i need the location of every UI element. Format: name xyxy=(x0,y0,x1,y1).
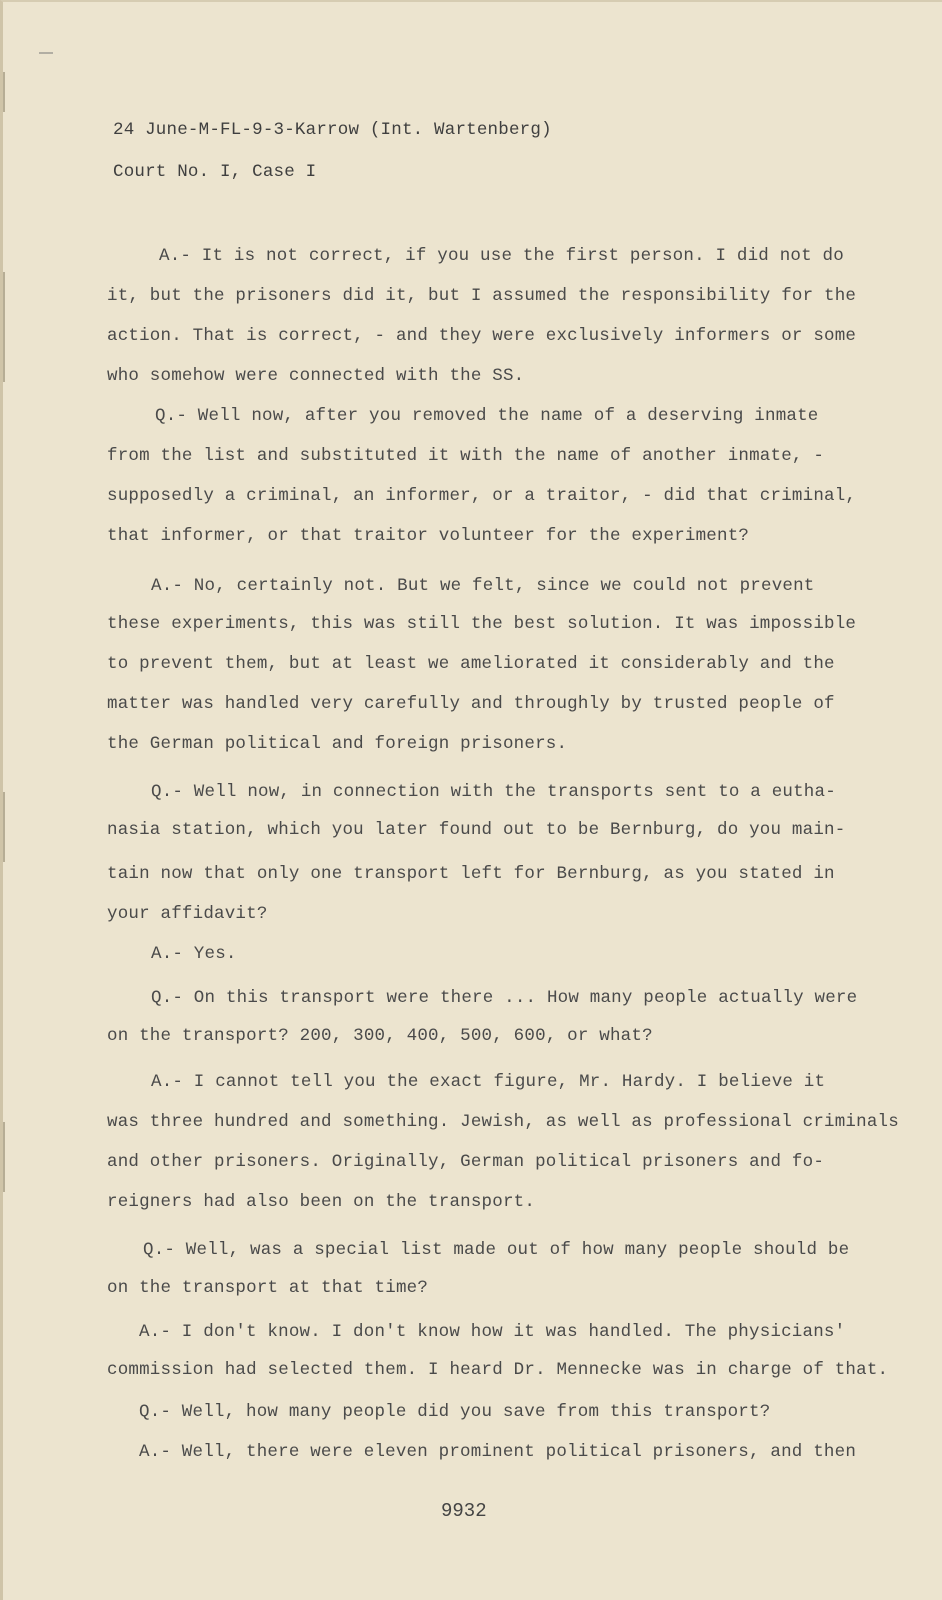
transcript-line: on the transport at that time? xyxy=(107,1278,429,1298)
header-court: Court No. I, Case I xyxy=(113,162,317,182)
binding-edge-mark xyxy=(3,72,5,112)
transcript-line: supposedly a criminal, an informer, or a traitor, - did that criminal, xyxy=(107,486,857,506)
transcript-line: A.- I don't know. I don't know how it was handled. The physicians' xyxy=(139,1322,846,1342)
transcript-line: matter was handled very carefully and throughly by trusted people of xyxy=(107,694,835,714)
transcript-line: from the list and substituted it with the name of another inmate, - xyxy=(107,446,825,466)
binding-edge-mark xyxy=(3,1122,5,1192)
transcript-line: A.- It is not correct, if you use the first person. I did not do xyxy=(159,246,844,266)
transcript-line: the German political and foreign prisoners. xyxy=(107,734,568,754)
transcript-line: A.- No, certainly not. But we felt, since we could not prevent xyxy=(151,576,815,596)
transcript-line: Q.- On this transport were there ... How many people actually were xyxy=(151,988,858,1008)
transcript-line: it, but the prisoners did it, but I assumed the responsibility for the xyxy=(107,286,857,306)
transcript-line: Q.- Well, how many people did you save from this transport? xyxy=(139,1402,771,1422)
transcript-line: on the transport? 200, 300, 400, 500, 600, or what? xyxy=(107,1026,653,1046)
transcript-line: A.- Well, there were eleven prominent political prisoners, and then xyxy=(139,1442,857,1462)
transcript-line: was three hundred and something. Jewish, as well as professional criminals xyxy=(107,1112,899,1132)
transcript-line: your affidavit? xyxy=(107,904,268,924)
ink-smudge xyxy=(39,52,53,54)
binding-edge-mark xyxy=(3,792,5,862)
header-reference: 24 June-M-FL-9-3-Karrow (Int. Wartenberg) xyxy=(113,120,552,140)
transcript-line: that informer, or that traitor volunteer for the experiment? xyxy=(107,526,750,546)
transcript-line: commission had selected them. I heard Dr. Mennecke was in charge of that. xyxy=(107,1360,889,1380)
transcript-line: tain now that only one transport left for Bernburg, as you stated in xyxy=(107,864,835,884)
binding-edge-mark xyxy=(3,272,5,382)
transcript-line: Q.- Well now, in connection with the transports sent to a eutha- xyxy=(151,782,836,802)
transcript-line: these experiments, this was still the best solution. It was impossible xyxy=(107,614,857,634)
transcript-line: and other prisoners. Originally, German political prisoners and fo- xyxy=(107,1152,825,1172)
page-number: 9932 xyxy=(441,1500,487,1522)
transcript-line: to prevent them, but at least we ameliorated it considerably and the xyxy=(107,654,835,674)
transcript-line: who somehow were connected with the SS. xyxy=(107,366,525,386)
transcript-line: action. That is correct, - and they were exclusively informers or some xyxy=(107,326,857,346)
transcript-line: Q.- Well now, after you removed the name of a deserving inmate xyxy=(155,406,819,426)
transcript-line: A.- Yes. xyxy=(151,944,237,964)
transcript-line: Q.- Well, was a special list made out of how many people should be xyxy=(143,1240,850,1260)
transcript-line: nasia station, which you later found out to be Bernburg, do you main- xyxy=(107,820,846,840)
transcript-line: A.- I cannot tell you the exact figure, Mr. Hardy. I believe it xyxy=(151,1072,826,1092)
transcript-line: reigners had also been on the transport. xyxy=(107,1192,536,1212)
